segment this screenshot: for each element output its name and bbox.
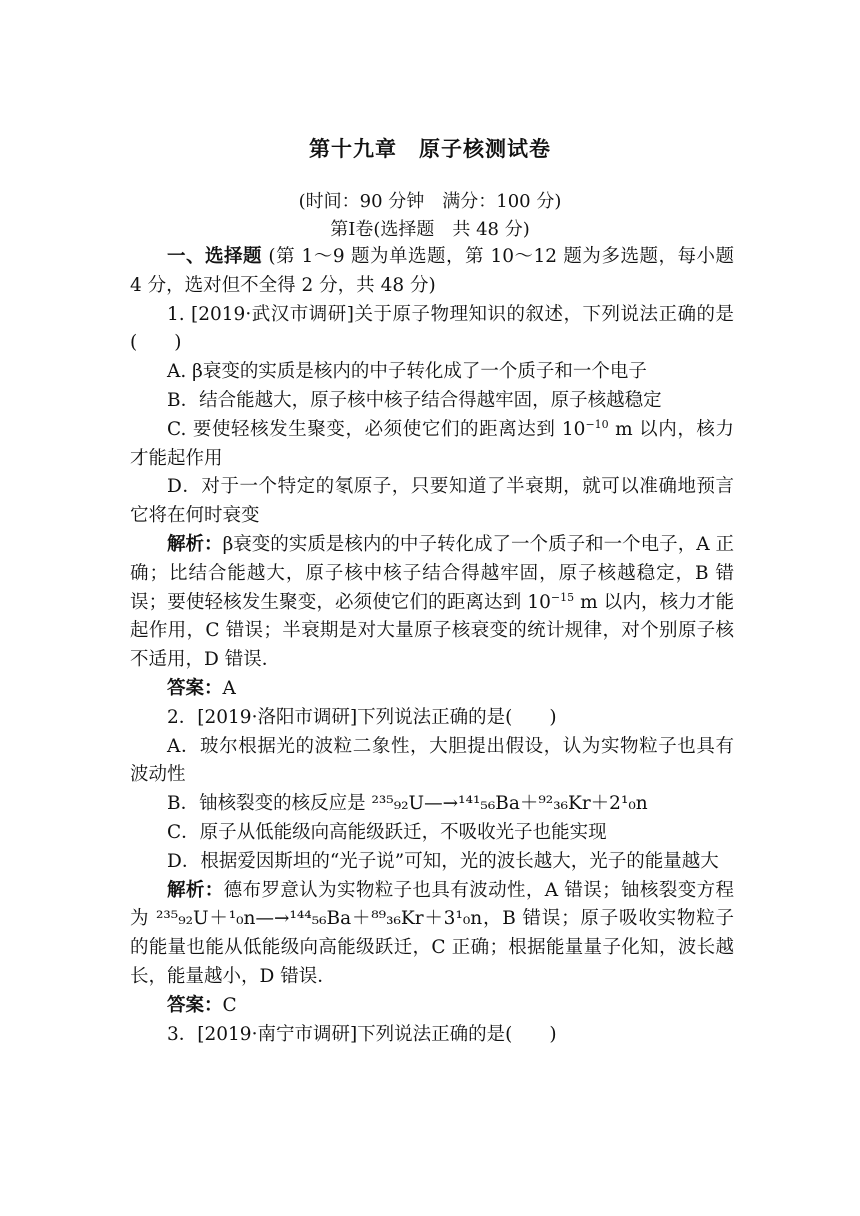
question-3-stem — [130, 1021, 734, 1050]
chapter-title: 第十九章 原子核测试卷 — [309, 137, 551, 161]
q1-option-c — [130, 416, 734, 474]
q2-answer — [130, 992, 734, 1021]
q2-analysis-text: 德布罗意认为实物粒子也具有波动性，A 错误；铀核裂变方程为 ²³⁵₉₂U＋¹₀n—→¹⁴⁴₅₆Ba＋⁸⁹₃₆Kr＋3¹₀n，B 错误；原子吸收实物粒子的能量也能从低能级向高能级跃迁，C 正确；根据能量量子化知，波长越长，能量越小，D 错误． — [130, 879, 734, 987]
q2-analysis-label: 解析： — [167, 879, 224, 901]
exam-body — [130, 243, 734, 1049]
q2-option-a: A．玻尔根据光的波粒二象性，大胆提出假设，认为实物粒子也具有波动性 — [130, 735, 734, 786]
q2-source: 洛阳市调研 — [257, 706, 350, 728]
q1-answer-value: A — [222, 677, 236, 699]
q1-analysis — [130, 531, 734, 675]
question-2-stem — [130, 704, 734, 733]
section-instructions — [130, 243, 734, 301]
q2-analysis — [130, 877, 734, 992]
time-info: (时间：90 分钟 满分：100 分) — [298, 191, 562, 212]
q1-answer — [130, 675, 734, 704]
section-instructions-text: (第 1～9 题为单选题，第 10～12 题为多选题，每小题 4 分，选对但不全得 2 分，共 48 分) — [130, 246, 734, 296]
q1-option-b: B．结合能越大，原子核中核子结合得越牢固，原子核越稳定 — [167, 389, 662, 411]
section-label: 一、选择题 — [167, 246, 263, 267]
q1-analysis-pre: β衰变的实质是核内的中子转化成了一个质子和一个电子，A 正确；比结合能越大，原子核中核子结合得越牢固，原子核越稳定，B 错误；要使轻核发生聚变，必须使它们的距离达到 10 — [130, 533, 734, 613]
q2-option-c: C．原子从低能级向高能级跃迁，不吸收光子也能实现 — [167, 821, 607, 843]
q3-stem-text: ]下列说法正确的是( ) — [349, 1023, 557, 1045]
q1-analysis-label: 解析： — [167, 533, 223, 555]
q3-source: 南宁市调研 — [257, 1023, 350, 1045]
q1-option-a: A. β衰变的实质是核内的中子转化成了一个质子和一个电子 — [167, 361, 647, 383]
q1-answer-label: 答案： — [167, 677, 223, 699]
q2-answer-value: C — [222, 994, 237, 1016]
q2-option-d: D．根据爱因斯坦的“光子说”可知，光的波长越大，光子的能量越大 — [167, 850, 719, 872]
q1-number: 1. [2019· — [167, 303, 252, 325]
section-heading: 第Ⅰ卷(选择题 共 48 分) — [330, 219, 530, 240]
q1-option-c-post: m 以内，核力才能起作用 — [130, 418, 734, 469]
q1-stem-text: ]关于原子物理知识的叙述，下列说法正确的是( ) — [130, 303, 734, 354]
q1-source: 武汉市调研 — [251, 303, 347, 325]
q1-option-c-exponent: −10 — [585, 417, 609, 431]
q2-number: 2．[2019· — [167, 706, 258, 728]
q2-option-b: B．铀核裂变的核反应是 ²³⁵₉₂U—→¹⁴¹₅₆Ba＋⁹²₃₆Kr＋2¹₀n — [167, 793, 648, 815]
q3-number: 3．[2019· — [167, 1023, 258, 1045]
question-1-stem — [130, 301, 734, 359]
q1-analysis-exponent: −15 — [550, 590, 575, 604]
q1-analysis-post: m 以内，核力才能起作用，C 错误；半衰期是对大量原子核衰变的统计规律，对个别原子核不适用，D 错误． — [130, 591, 734, 671]
q1-option-d: D．对于一个特定的氡原子，只要知道了半衰期，就可以准确地预言它将在何时衰变 — [130, 476, 734, 527]
q1-option-c-pre: C. 要使轻核发生聚变，必须使它们的距离达到 10 — [167, 418, 586, 440]
q2-answer-label: 答案： — [167, 994, 223, 1016]
q2-stem-text: ]下列说法正确的是( ) — [349, 706, 557, 728]
